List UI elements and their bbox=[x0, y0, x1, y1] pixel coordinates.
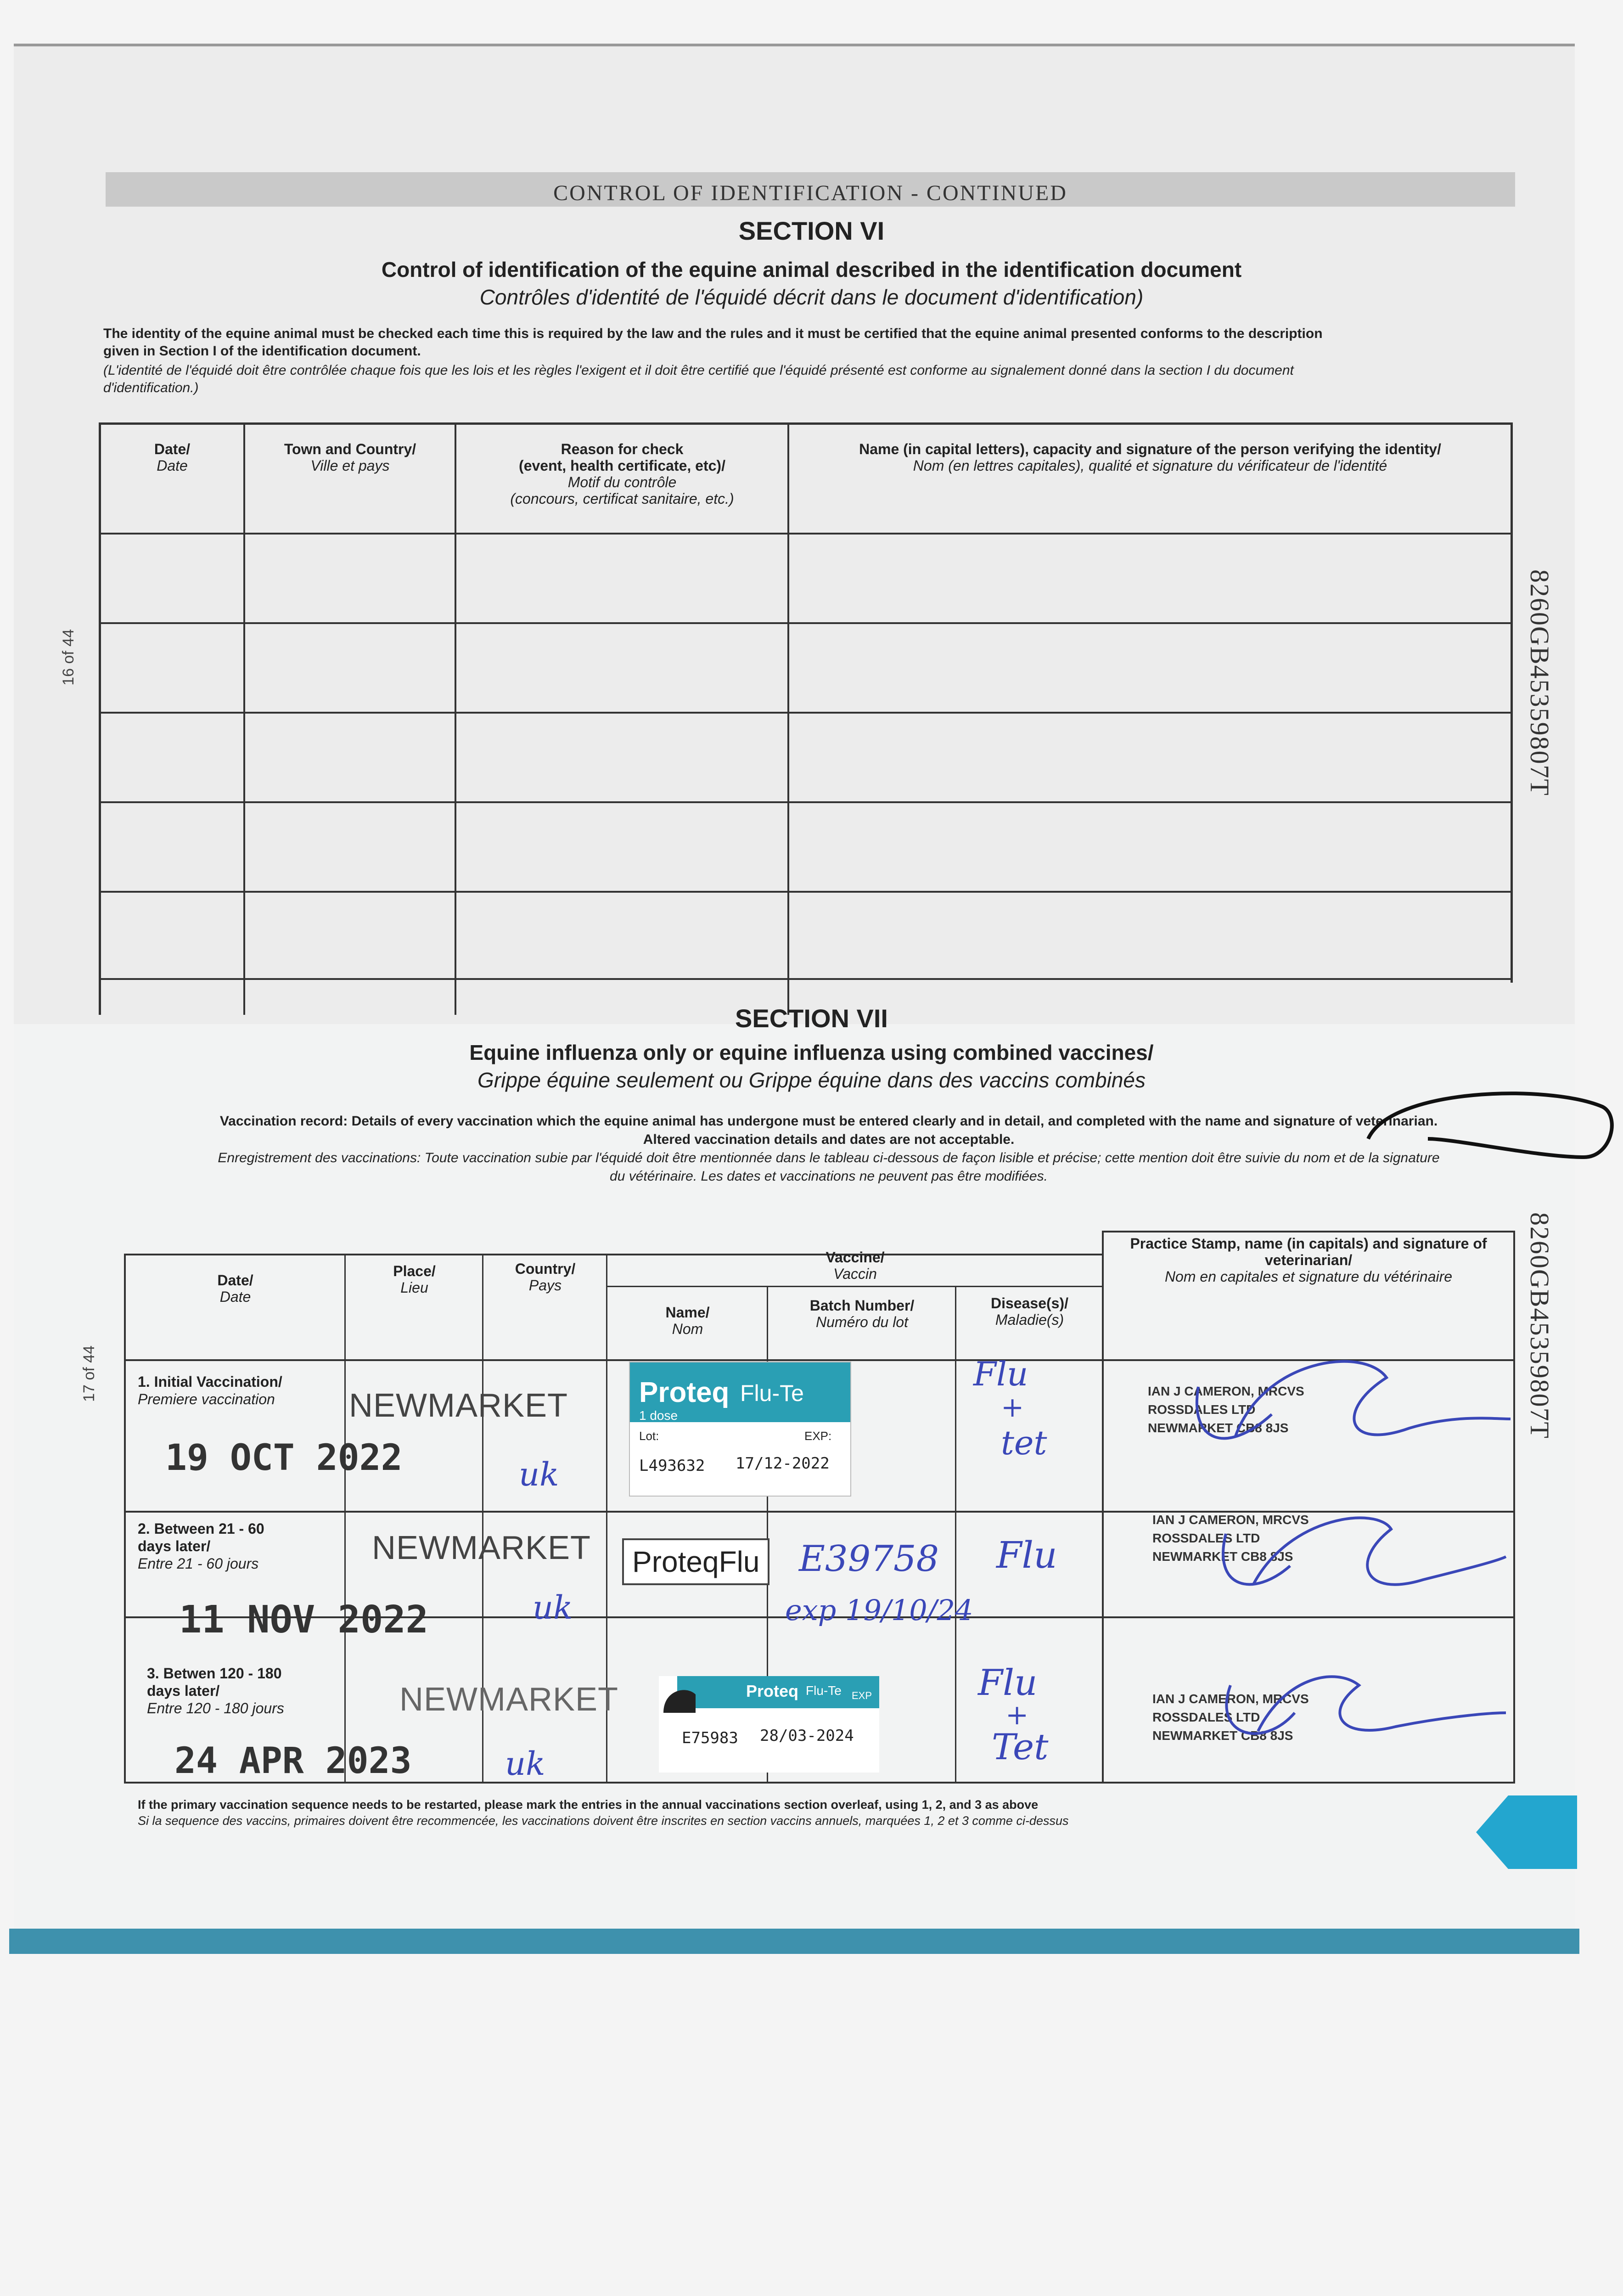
record-en: Vaccination record: Details of every vaccination which the equine animal has undergone must be entered clearly and in detail, and completed with the name and signature of veterinarian. bbox=[219, 1114, 1438, 1129]
cover-edge bbox=[9, 1929, 1579, 1954]
vcol-header-batch: Batch Number/ Numéro du lot bbox=[809, 1297, 915, 1330]
country-handwritten: uk bbox=[533, 1589, 573, 1626]
record-fr-2: du vétérinaire. Les dates et vaccinations ne peuvent pas être modifiées. bbox=[610, 1169, 1048, 1184]
product-brand: Proteq bbox=[746, 1682, 799, 1700]
section-vii-heading: SECTION VII bbox=[735, 1004, 888, 1033]
col-header-date: Date/ Date bbox=[154, 441, 191, 474]
section-vii-title-fr: Grippe équine seulement ou Grippe équine dans des vaccins combinés bbox=[477, 1068, 1146, 1092]
section-vi-heading: SECTION VI bbox=[738, 216, 885, 245]
vet-signature bbox=[1171, 1350, 1520, 1469]
vcol-header-date: Date/ Date bbox=[217, 1272, 253, 1305]
intro-en-line-2: given in Section I of the identification document. bbox=[103, 343, 421, 359]
vcol-header-name: Name/ Nom bbox=[665, 1304, 710, 1337]
vaccine-name-stamp: ProteqFlu bbox=[622, 1538, 769, 1585]
vcol-header-country: Country/ Pays bbox=[515, 1261, 576, 1294]
batch-handwritten: E39758 bbox=[799, 1538, 939, 1580]
side-code-top: 8260GB45359807T bbox=[1525, 569, 1555, 796]
section-banner: CONTROL OF IDENTIFICATION - CONTINUED bbox=[106, 172, 1515, 207]
side-code-bottom: 8260GB45359807T bbox=[1525, 1212, 1555, 1439]
place-stamp: NEWMARKET bbox=[372, 1530, 591, 1566]
date-stamp: 24 APR 2023 bbox=[174, 1740, 412, 1782]
page-number-17: 17 of 44 bbox=[80, 1345, 98, 1402]
product-suffix: Flu-Te bbox=[740, 1380, 804, 1406]
vet-stamp: IAN J CAMERON, MRCVS ROSSDALES LTD NEWMARKET CB8 8JS bbox=[1148, 1384, 1304, 1435]
vcol-header-disease: Disease(s)/ Maladie(s) bbox=[991, 1295, 1068, 1328]
vet-signature bbox=[1185, 1506, 1515, 1607]
country-handwritten: uk bbox=[505, 1745, 545, 1783]
lot-number: L493632 bbox=[639, 1457, 705, 1475]
section-vii-title-en: Equine influenza only or equine influenza using combined vaccines/ bbox=[469, 1041, 1154, 1064]
vcol-header-vaccine: Vaccine/ Vaccin bbox=[826, 1249, 885, 1282]
proteq-logo-icon bbox=[659, 1676, 700, 1717]
intro-fr-line-1: (L'identité de l'équidé doit être contrôlée chaque fois que les lois et les règles l'exigent et il doit être certifié que l'équidé présenté est conforme au signalement donné dans la section I du document bbox=[103, 363, 1294, 378]
vcol-header-practice: Practice Stamp, name (in capitals) and signature of veterinarian/ Nom en capitales et signature du vétérinaire bbox=[1130, 1235, 1487, 1285]
date-stamp: 19 OCT 2022 bbox=[165, 1437, 403, 1479]
col-header-name: Name (in capital letters), capacity and signature of the person verifying the identity/ Nom (en lettres capitales), qualité et signature du vérificateur de l'identité bbox=[859, 441, 1441, 474]
product-suffix: Flu-Te bbox=[806, 1683, 842, 1698]
record-fr: Enregistrement des vaccinations: Toute vaccination subie par l'équidé doit être mentionnée dans le tableau ci-dessous de façon lisible et précise; cette mention doit être suivie du nom et de la signature bbox=[218, 1150, 1440, 1165]
vaccine-label: Proteq Flu-Te 1 dose Lot: EXP: L493632 17/12-2022 bbox=[629, 1362, 851, 1497]
intro-en-line-1: The identity of the equine animal must be checked each time this is required by the law and the rules and it must be certified that the equine animal presented conforms to the description bbox=[103, 326, 1323, 341]
footer-note-fr: Si la sequence des vaccins, primaires doivent être recommencée, les vaccinations doivent être inscrites en section vaccins annuels, marquées 1, 2 et 3 comme ci-dessus bbox=[138, 1814, 1069, 1828]
record-en-2: Altered vaccination details and dates are not acceptable. bbox=[643, 1132, 1015, 1147]
vcol-header-place: Place/ Lieu bbox=[393, 1263, 436, 1296]
lot-number: E75983 bbox=[682, 1729, 738, 1747]
place-stamp: NEWMARKET bbox=[349, 1387, 568, 1424]
country-handwritten: uk bbox=[519, 1456, 559, 1493]
vet-stamp: IAN J CAMERON, MRCVS ROSSDALES LTD NEWMARKET CB8 8JS bbox=[1152, 1513, 1309, 1564]
intro-fr-line-2: d'identification.) bbox=[103, 380, 199, 395]
vaccine-label: Proteq Flu-Te EXP E75983 28/03-2024 bbox=[659, 1676, 879, 1773]
expiry-date: 28/03-2024 bbox=[760, 1727, 854, 1745]
section-vi-title-en: Control of identification of the equine animal described in the identification document bbox=[381, 258, 1242, 281]
product-brand: Proteq bbox=[639, 1377, 730, 1408]
paper-clip-icon bbox=[1364, 1070, 1621, 1171]
date-stamp: 11 NOV 2022 bbox=[179, 1598, 429, 1642]
col-header-town: Town and Country/ Ville et pays bbox=[284, 441, 416, 474]
footer-note-en: If the primary vaccination sequence needs to be restarted, please mark the entries in the annual vaccinations section overleaf, using 1, 2, and 3 as above bbox=[138, 1798, 1039, 1812]
bookmark-tab-icon bbox=[1476, 1795, 1577, 1869]
product-dose: 1 dose bbox=[639, 1408, 678, 1423]
expiry-date: 17/12-2022 bbox=[736, 1454, 830, 1473]
vet-stamp: IAN J CAMERON, MRCVS ROSSDALES LTD NEWMARKET CB8 8JS bbox=[1152, 1692, 1309, 1743]
section-vi-title-fr: Contrôles d'identité de l'équidé décrit dans le document d'identification) bbox=[479, 285, 1144, 309]
batch-expiry-handwritten: exp 19/10/24 bbox=[785, 1593, 973, 1627]
page-number-16: 16 of 44 bbox=[60, 629, 77, 686]
col-header-reason: Reason for check (event, health certificate, etc)/ Motif du contrôle (concours, certificat sanitaire, etc.) bbox=[510, 441, 734, 507]
place-stamp: NEWMARKET bbox=[399, 1681, 618, 1718]
vet-signature bbox=[1185, 1658, 1515, 1759]
